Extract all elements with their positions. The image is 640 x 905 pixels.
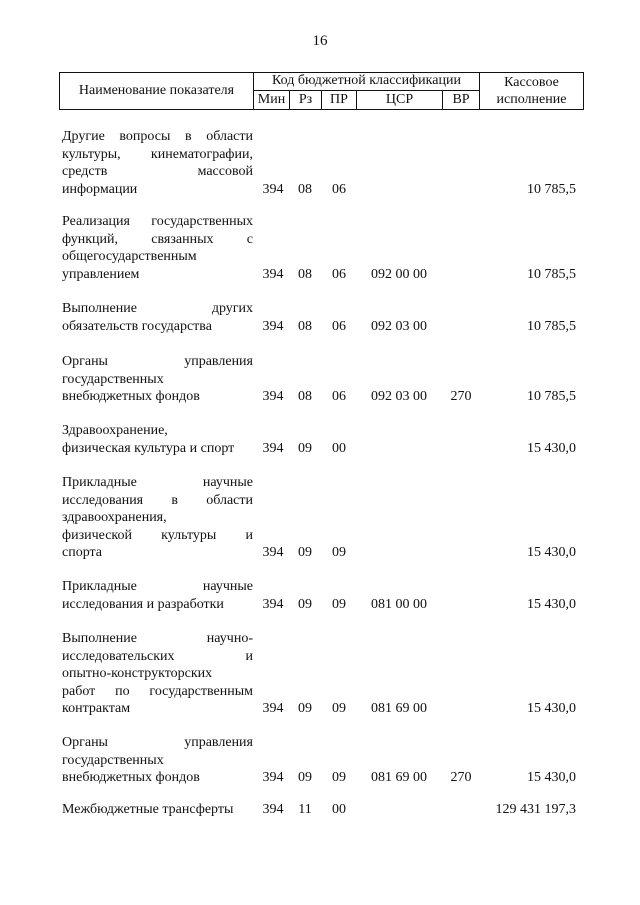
row-min: 394 — [262, 802, 284, 817]
table-row — [0, 422, 640, 457]
row-name-line: управлением — [62, 266, 140, 282]
table-row — [0, 213, 640, 283]
row-pr: 09 — [332, 770, 346, 785]
table-row — [0, 300, 640, 335]
row-vr: 270 — [450, 770, 472, 785]
row-pr: 09 — [332, 545, 346, 560]
row-min: 394 — [262, 318, 284, 334]
table-row — [0, 128, 640, 198]
row-vr: 270 — [450, 389, 472, 404]
row-name-line: средств массовой — [62, 164, 253, 179]
row-amount: 15 430,0 — [527, 596, 576, 612]
row-name-line: Выполнение других — [62, 301, 253, 316]
row-min: 394 — [262, 596, 284, 612]
row-min: 394 — [262, 389, 284, 404]
row-rz: 08 — [298, 318, 312, 334]
header-rz: Рз — [298, 92, 313, 107]
row-pr: 00 — [332, 440, 346, 456]
row-csr: 081 69 00 — [371, 701, 427, 716]
row-pr: 09 — [332, 596, 346, 612]
row-name-line: Реализация государственных — [62, 214, 253, 229]
row-name — [62, 128, 253, 198]
row-min: 394 — [262, 545, 284, 560]
row-name — [62, 578, 253, 613]
row-amount: 15 430,0 — [527, 545, 576, 560]
row-name-line: Здравоохранение, — [62, 423, 168, 438]
row-rz: 09 — [298, 596, 312, 612]
row-min: 394 — [262, 266, 284, 282]
row-name-line: Межбюджетные трансферты — [62, 802, 234, 817]
row-name-line: информации — [62, 181, 138, 197]
row-pr: 09 — [332, 701, 346, 716]
table-row — [0, 734, 640, 787]
row-name-line: опытно-конструкторских — [62, 666, 213, 681]
row-name-line: Органы управления — [62, 354, 253, 369]
row-rz: 09 — [298, 701, 312, 716]
header-code-group: Код бюджетной классификации — [272, 73, 461, 88]
row-pr: 06 — [332, 181, 346, 197]
row-amount: 15 430,0 — [527, 440, 576, 456]
row-rz: 11 — [298, 802, 312, 817]
row-name — [62, 474, 253, 562]
row-name — [62, 801, 253, 819]
row-name-line: культуры, кинематографии, — [62, 146, 253, 162]
row-name-line: общегосударственным — [62, 249, 197, 264]
row-pr: 00 — [332, 802, 346, 817]
row-name-line: Прикладные научные — [62, 579, 253, 594]
header-vr: ВР — [452, 92, 470, 107]
row-name-line: внебюджетных фондов — [62, 770, 200, 785]
row-name — [62, 213, 253, 283]
row-csr: 092 00 00 — [371, 266, 427, 282]
row-name-line: исследования в области — [62, 492, 253, 508]
row-amount: 10 785,5 — [527, 389, 576, 404]
header-amount-line2: исполнение — [496, 92, 567, 107]
row-amount: 10 785,5 — [527, 181, 576, 197]
row-name-line: функций, связанных с — [62, 231, 253, 247]
row-amount: 10 785,5 — [527, 266, 576, 282]
row-rz: 09 — [298, 770, 312, 785]
row-rz: 09 — [298, 440, 312, 456]
row-name-line: государственных — [62, 371, 164, 387]
row-name-line: Органы управления — [62, 735, 253, 750]
header-csr: ЦСР — [385, 92, 414, 107]
row-amount: 129 431 197,3 — [495, 802, 576, 817]
row-min: 394 — [262, 701, 284, 716]
row-amount: 15 430,0 — [527, 701, 576, 716]
row-name-line: обязательств государства — [62, 318, 212, 334]
row-name-line: физической культуры и — [62, 527, 253, 543]
header-amount-line1: Кассовое — [504, 75, 559, 90]
row-name-line: спорта — [62, 545, 103, 560]
header-name-column: Наименование показателя — [78, 83, 235, 98]
table-row — [0, 630, 640, 718]
header-min: Мин — [257, 92, 286, 107]
row-name-line: здравоохранения, — [62, 510, 167, 525]
table-row — [0, 474, 640, 562]
row-name — [62, 630, 253, 718]
row-name-line: государственных — [62, 752, 164, 768]
row-amount: 10 785,5 — [527, 318, 576, 334]
row-min: 394 — [262, 770, 284, 785]
row-name-line: исследования и разработки — [62, 596, 224, 612]
table-row — [0, 578, 640, 613]
row-name-line: Прикладные научные — [62, 475, 253, 490]
row-name — [62, 734, 253, 787]
table-row — [0, 353, 640, 406]
row-csr: 092 03 00 — [371, 389, 427, 404]
row-csr: 081 00 00 — [371, 596, 427, 612]
row-name-line: физическая культура и спорт — [62, 440, 235, 456]
row-pr: 06 — [332, 318, 346, 334]
row-name-line: Выполнение научно- — [62, 631, 253, 646]
header-pr: ПР — [330, 92, 348, 107]
row-name-line: исследовательских и — [62, 648, 253, 664]
row-name-line: Другие вопросы в области — [62, 129, 253, 144]
row-rz: 08 — [298, 389, 312, 404]
row-name-line: работ по государственным — [62, 683, 253, 699]
table-header — [59, 72, 584, 110]
row-name — [62, 422, 253, 457]
row-pr: 06 — [332, 389, 346, 404]
row-rz: 08 — [298, 181, 312, 197]
row-rz: 08 — [298, 266, 312, 282]
page-number: 16 — [312, 33, 328, 49]
row-amount: 15 430,0 — [527, 770, 576, 785]
row-min: 394 — [262, 440, 284, 456]
row-name — [62, 353, 253, 406]
row-csr: 081 69 00 — [371, 770, 427, 785]
row-rz: 09 — [298, 545, 312, 560]
row-name-line: контрактам — [62, 701, 131, 716]
row-csr: 092 03 00 — [371, 318, 427, 334]
row-pr: 06 — [332, 266, 346, 282]
header-amount — [480, 74, 583, 108]
row-name-line: внебюджетных фондов — [62, 389, 200, 404]
row-name — [62, 300, 253, 335]
table-row — [0, 801, 640, 819]
row-min: 394 — [262, 181, 284, 197]
